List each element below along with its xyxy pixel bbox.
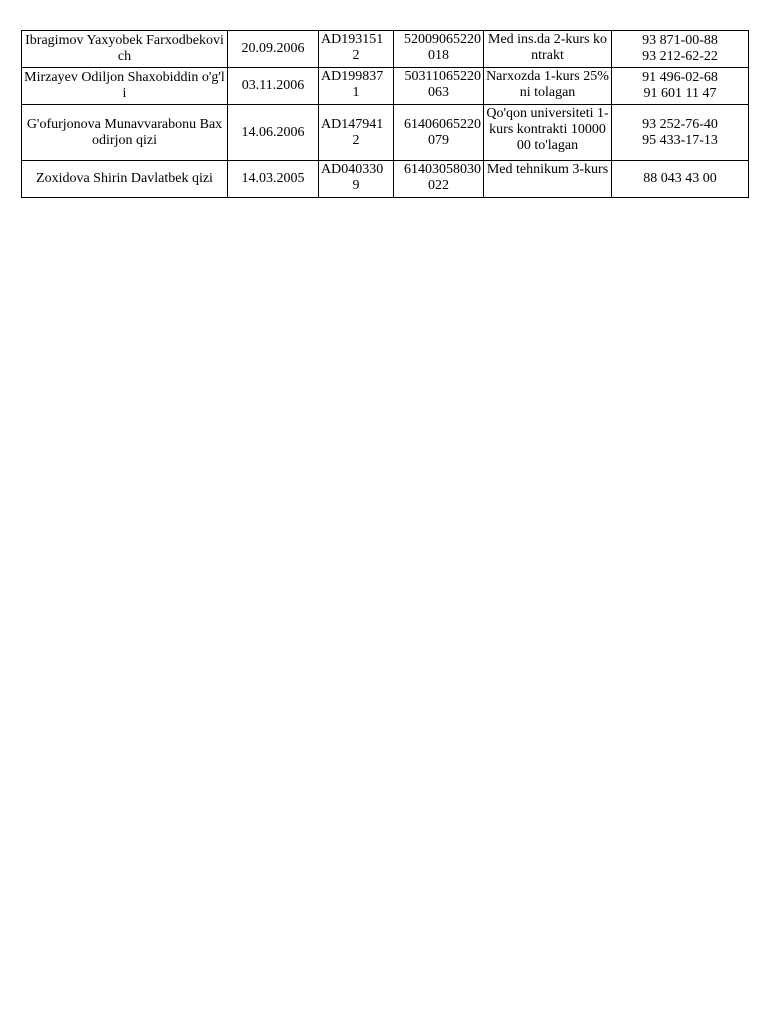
birth-date-cell: 20.09.2006 — [228, 31, 319, 68]
study-cell: Qo'qon universiteti 1-kurs kontrakti 1000000 to'lagan — [484, 105, 612, 161]
pin-cell — [394, 105, 484, 161]
pin-tail: 063 — [428, 85, 449, 100]
study-cell: Narxozda 1-kurs 25%ni tolagan — [484, 68, 612, 105]
phone-primary: 88 043 43 00 — [643, 171, 717, 186]
pin-cell — [394, 161, 484, 198]
phone-primary: 93 252-76-40 — [642, 116, 718, 132]
phone-secondary: 95 433-17-13 — [642, 132, 718, 148]
name-cell: G'ofurjonova Munavvarabonu Baxodirjon qizi — [22, 105, 228, 161]
passport-cell — [319, 161, 394, 198]
name-cell: Zoxidova Shirin Davlatbek qizi — [22, 161, 228, 198]
passport-head: AD040330 — [321, 162, 384, 177]
birth-date-cell: 14.03.2005 — [228, 161, 319, 198]
phone-secondary: 91 601 11 47 — [643, 86, 717, 101]
study-cell: Med ins.da 2-kurs kontrakt — [484, 31, 612, 68]
name-cell: Mirzayev Odiljon Shaxobiddin o'g'li — [22, 68, 228, 105]
pin-cell — [394, 31, 484, 68]
phone-cell — [612, 105, 749, 161]
table-row — [22, 31, 749, 68]
phone-cell — [612, 161, 749, 198]
pin-head: 50311065220 — [404, 69, 481, 84]
passport-cell — [319, 31, 394, 68]
passport-cell — [319, 68, 394, 105]
pin-tail: 018 — [428, 48, 449, 63]
phone-primary: 93 871-00-88 — [642, 33, 718, 48]
pin-tail: 079 — [428, 132, 449, 148]
pin-head: 61403058030 — [404, 162, 481, 177]
birth-date-cell: 14.06.2006 — [228, 105, 319, 161]
table-row — [22, 105, 749, 161]
phone-secondary: 93 212-62-22 — [642, 49, 718, 64]
students-table — [21, 30, 749, 198]
study-cell: Med tehnikum 3-kurs — [484, 161, 612, 198]
pin-cell — [394, 68, 484, 105]
passport-tail: 2 — [352, 132, 360, 148]
pin-head: 61406065220 — [404, 116, 481, 132]
passport-cell — [319, 105, 394, 161]
pin-tail: 022 — [428, 178, 449, 193]
phone-cell — [612, 68, 749, 105]
phone-primary: 91 496-02-68 — [642, 70, 718, 85]
passport-tail: 2 — [352, 48, 360, 63]
passport-head: AD199837 — [321, 69, 384, 84]
passport-tail: 9 — [352, 178, 360, 193]
passport-head: AD193151 — [321, 32, 384, 47]
pin-head: 52009065220 — [404, 32, 481, 47]
passport-tail: 1 — [352, 85, 360, 100]
table-row — [22, 68, 749, 105]
table-row — [22, 161, 749, 198]
birth-date-cell: 03.11.2006 — [228, 68, 319, 105]
name-cell: Ibragimov Yaxyobek Farxodbekovich — [22, 31, 228, 68]
passport-head: AD147941 — [321, 116, 384, 132]
phone-cell — [612, 31, 749, 68]
